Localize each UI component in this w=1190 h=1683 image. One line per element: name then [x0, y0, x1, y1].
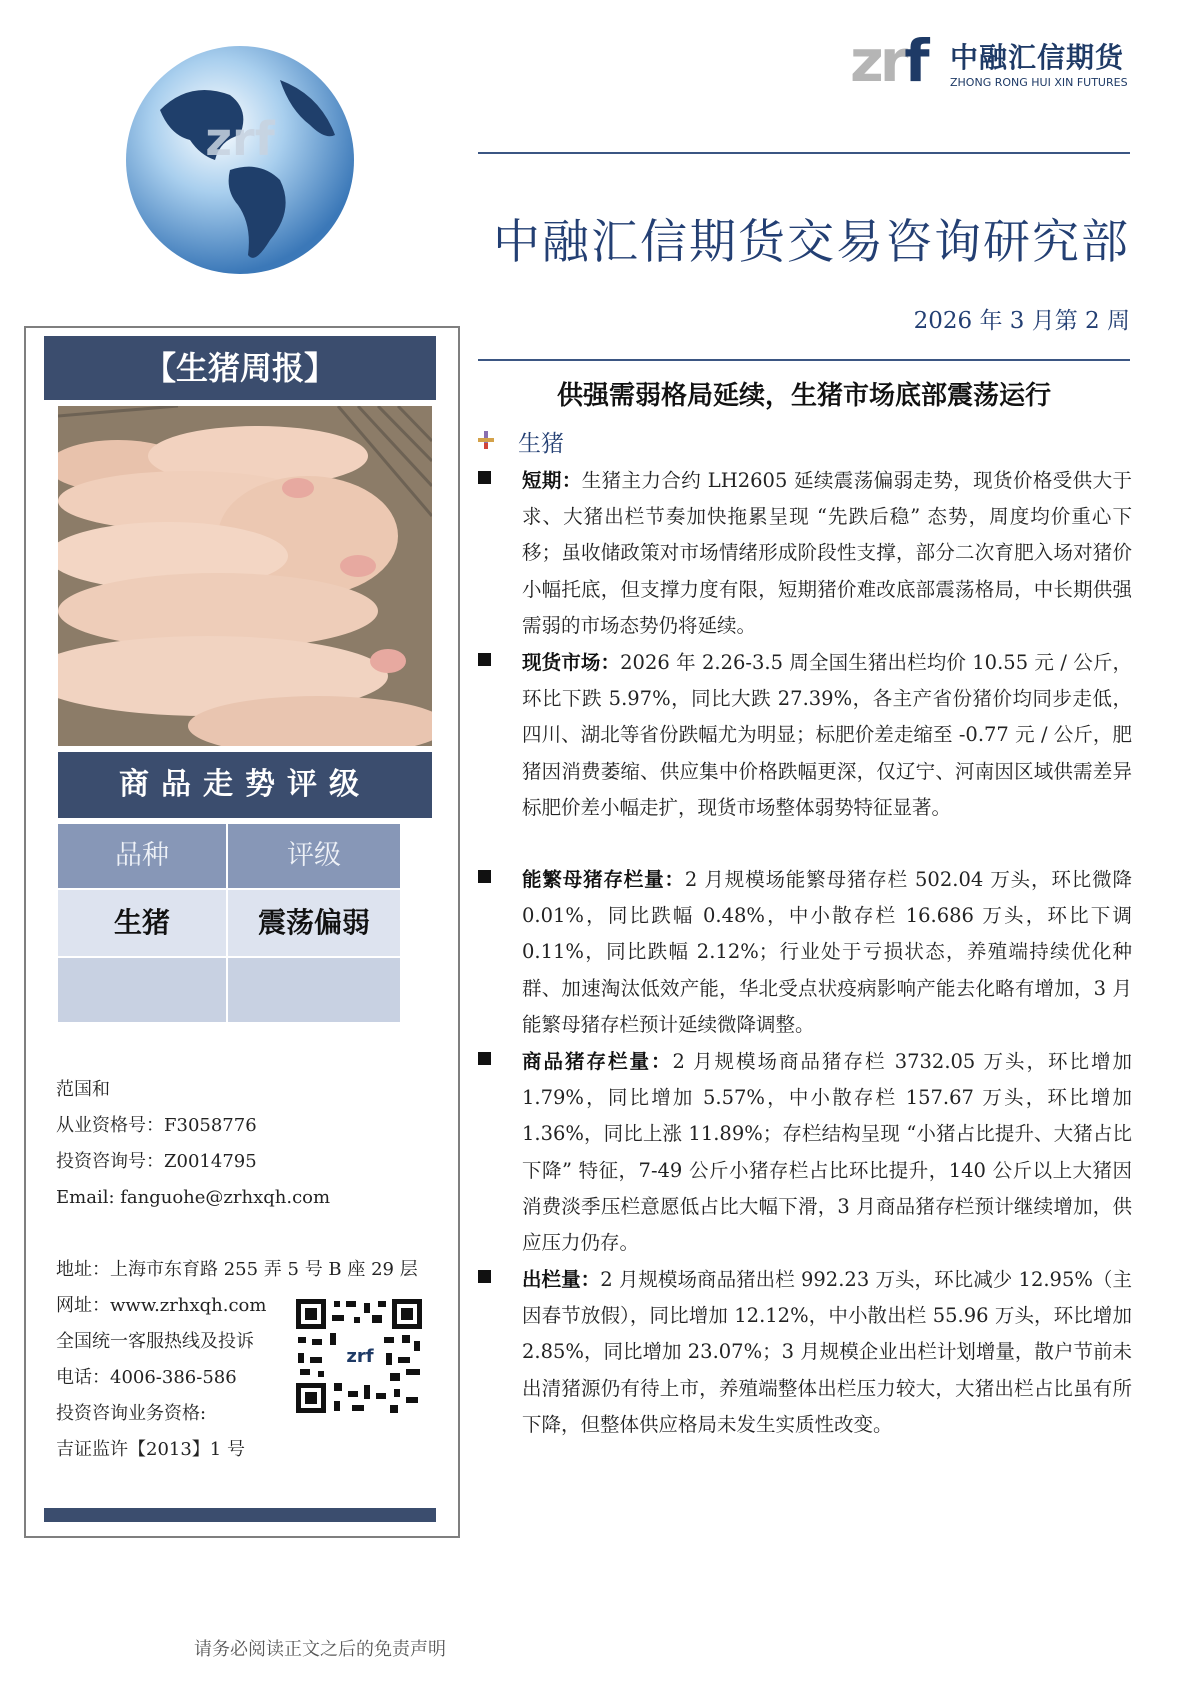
item-label: 出栏量： — [522, 1268, 601, 1291]
company-logo — [850, 26, 1130, 96]
globe-logo-image — [120, 40, 360, 280]
department-title: 中融汇信期货交易咨询研究部 — [493, 215, 1130, 270]
report-title-banner: 【生猪周报】 — [44, 336, 436, 400]
section-label: 生猪 — [518, 431, 564, 457]
bullet-icon — [478, 1052, 491, 1065]
rating-banner: 商品走势评级 — [58, 752, 432, 818]
section-marker-icon — [478, 431, 494, 449]
header-divider-top — [478, 152, 1130, 154]
item-text: 生猪主力合约 LH2605 延续震荡偏弱走势，现货价格受供大于求、大猪出栏节奏加快拖累呈现 “先跌后稳” 态势，周度均价重心下移；虽收储政策对市场情绪形成阶段性支撑，部分二次育肥入场对猪价小幅托底，但支撑力度有限，短期猪价难改底部震荡格局，中长期供强需弱的市场态势仍将延续。 — [522, 469, 1132, 637]
list-item — [478, 645, 1132, 826]
analyst-advisory-number: 投资咨询号：Z0014795 — [56, 1151, 257, 1172]
pigs-photo — [58, 406, 432, 746]
footer-disclaimer[interactable]: 请务必阅读正文之后的免责声明 — [194, 1639, 446, 1660]
item-label: 现货市场： — [522, 651, 621, 674]
hotline-phone: 电话：4006-386-586 — [56, 1367, 237, 1388]
item-label: 商品猪存栏量： — [522, 1050, 673, 1073]
table-cell-rating: 震荡偏弱 — [228, 890, 400, 956]
table-header-variety: 品种 — [58, 824, 226, 888]
list-item — [478, 463, 1132, 644]
company-name-en: ZHONG RONG HUI XIN FUTURES — [950, 76, 1128, 89]
table-cell-empty — [58, 958, 226, 1022]
table-header-rating: 评级 — [228, 824, 400, 888]
sidebar-footer-bar — [44, 1508, 436, 1522]
paragraph — [522, 463, 1132, 644]
header-divider-bottom — [478, 359, 1130, 361]
company-name-cn: 中融汇信期货 — [950, 41, 1125, 74]
logo-mark — [850, 27, 926, 95]
analyst-info — [56, 1072, 330, 1216]
list-item — [478, 862, 1132, 1043]
paragraph — [522, 645, 1132, 826]
report-date: 2026 年 3 月第 2 周 — [913, 308, 1130, 334]
paragraph — [522, 862, 1132, 1043]
sidebar — [24, 326, 460, 1538]
list-item — [478, 1262, 1132, 1443]
company-address: 地址：上海市东育路 255 弄 5 号 B 座 29 层 — [56, 1259, 418, 1280]
logo-mark-zr: zr — [850, 27, 905, 95]
paragraph — [522, 1262, 1132, 1443]
bullet-icon — [478, 471, 491, 484]
list-item — [478, 1044, 1132, 1261]
paragraph — [522, 1044, 1132, 1261]
item-label: 短期： — [522, 469, 582, 492]
item-label: 能繁母猪存栏量： — [522, 868, 685, 891]
hotline-label: 全国统一客服热线及投诉 — [56, 1331, 254, 1352]
item-text: 2 月规模场能繁母猪存栏 502.04 万头，环比微降 0.01%，同比跌幅 0.48%，中小散存栏 16.686 万头，环比下调 0.11%，同比跌幅 2.12%；行业处于亏损状态，养殖端持续优化种群、加速淘汰低效产能，华北受点状疫病影响产能去化略有增加，3 月能繁母猪存栏预计延续微降调整。 — [522, 868, 1132, 1036]
bullet-icon — [478, 653, 491, 666]
analyst-name: 范国和 — [56, 1079, 110, 1100]
item-text: 2026 年 2.26-3.5 周全国生猪出栏均价 10.55 元 / 公斤，环比下跌 5.97%，同比大跌 27.39%，各主产省份猪价均同步走低，四川、湖北等省份跌幅尤为明显；标肥价差走缩至 -0.77 元 / 公斤，肥猪因消费萎缩、供应集中价格跌幅更深，仅辽宁、河南因区域供需差异标肥价差小幅走扩，现货市场整体弱势特征显著。 — [522, 651, 1132, 819]
analyst-license: 从业资格号：F3058776 — [56, 1115, 257, 1136]
report-headline: 供强需弱格局延续，生猪市场底部震荡运行 — [556, 381, 1051, 411]
globe-mark: zrf — [205, 112, 275, 166]
company-website[interactable]: 网址：www.zrhxqh.com — [56, 1295, 267, 1316]
item-text: 2 月规模场商品猪出栏 992.23 万头，环比减少 12.95%（主因春节放假），同比增加 12.12%，中小散出栏 55.96 万头，环比增加 2.85%，同比增加 23.07%；3 月规模企业出栏计划增量，散户节前未出清猪源仍有待上市，养殖端整体出栏压力较大，大猪出栏占比虽有所下降，但整体供应格局未发生实质性改变。 — [522, 1268, 1132, 1436]
analyst-email[interactable]: Email: fanguohe@zrhxqh.com — [56, 1187, 331, 1208]
table-cell-empty — [228, 958, 400, 1022]
item-text: 2 月规模场商品猪存栏 3732.05 万头，环比增加 1.79%，同比增加 5.57%，中小散存栏 157.67 万头，环比增加 1.36%，同比上涨 11.89%；存栏结构呈现 “小猪占比提升、大猪占比下降” 特征，7-49 公斤小猪存栏占比环比提升，140 公斤以上大猪因消费淡季压栏意愿低占比大幅下滑，3 月商品猪存栏预计继续增加，供应压力仍存。 — [522, 1050, 1132, 1255]
table-cell-variety: 生猪 — [58, 890, 226, 956]
permit-number: 吉证监许【2013】1 号 — [56, 1439, 245, 1460]
qr-code[interactable] — [294, 1297, 424, 1415]
qualification-label: 投资咨询业务资格: — [56, 1403, 207, 1424]
logo-mark-f: f — [904, 27, 926, 95]
qr-logo-mark: zrf — [346, 1346, 374, 1367]
bullet-icon — [478, 870, 491, 883]
bullet-icon — [478, 1270, 491, 1283]
